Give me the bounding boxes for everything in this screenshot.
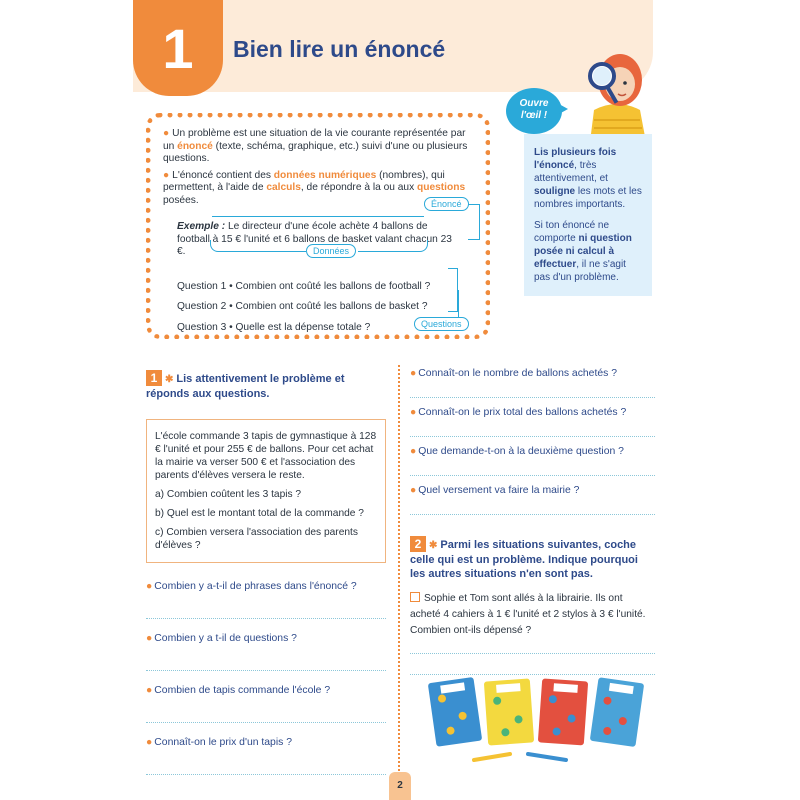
tip-bold-3: ni question posée ni calcul à effectuer	[534, 233, 632, 270]
def-text: posées.	[163, 194, 199, 206]
lesson-number: 1	[133, 0, 223, 96]
bubble-line2: l'œil !	[520, 110, 548, 121]
def-text: L'énoncé contient des	[172, 169, 274, 181]
answer-line[interactable]	[146, 670, 386, 671]
donnees-connector-left	[210, 240, 306, 252]
example-label: Exemple :	[177, 221, 226, 232]
bubble-line1: Ouvre	[519, 98, 549, 109]
def-keyword-enonce: énoncé	[177, 140, 213, 152]
enonce-connector	[212, 216, 424, 217]
subquestion-b: b) Quel est le montant total de la commande ?	[155, 508, 364, 519]
checkbox[interactable]	[410, 592, 420, 602]
tag-questions: Questions	[414, 317, 469, 331]
question-text: Connaît-on le prix d'un tapis ?	[154, 737, 293, 748]
example-question-2: Question 2 • Combien ont coûté les ballons de basket ?	[177, 301, 428, 312]
tip-text-1: , très attentivement,	[534, 160, 597, 184]
tip-paragraph-1	[534, 146, 642, 211]
tip-bold-1: Lis plusieurs fois l'énoncé	[534, 147, 617, 171]
tag-enonce: Énoncé	[424, 197, 469, 211]
question-text: Connaît-on le nombre de ballons achetés ?	[418, 368, 617, 379]
exercise-1-heading-text: Lis attentivement le problème et réponds aux questions.	[146, 373, 345, 400]
question-text: Combien de tapis commande l'école ?	[154, 685, 331, 696]
exercise-2-number: 2	[410, 536, 426, 552]
def-text: (texte, schéma, graphique, etc.) suivi d'une ou plusieurs questions.	[163, 140, 468, 164]
tip-text-3: les mots et les nombres importants.	[534, 186, 642, 210]
def-text: , de répondre à la ou aux	[300, 182, 417, 193]
def-keyword-questions: questions	[417, 182, 466, 193]
tip-text-2: et	[599, 173, 608, 184]
tip-bold-2: souligne	[534, 186, 576, 197]
right-question-4: ● Quel versement va faire la mairie ?	[410, 485, 580, 496]
tip-text-5: , il ne s'agit pas d'un problème.	[534, 259, 626, 283]
definition-box	[146, 113, 490, 339]
speech-bubble	[506, 88, 562, 134]
problem-text: L'école commande 3 tapis de gymnastique à 128 € l'unité et pour 255 € de ballons. Pour cet achat la mairie va verser 500 € et l'association des parents d'élèves versera le reste.	[155, 431, 377, 481]
exercise-1-number: 1	[146, 370, 162, 386]
tip-text-4: Si ton énoncé ne comporte	[534, 220, 610, 244]
star-icon: ✱	[429, 540, 438, 551]
donnees-connector-right	[358, 240, 428, 252]
tag-donnees: Données	[306, 244, 356, 258]
right-question-2: ● Connaît-on le prix total des ballons achetés ?	[410, 407, 627, 418]
answer-line[interactable]	[410, 397, 655, 398]
example-question-1: Question 1 • Combien ont coûté les ballons de football ?	[177, 280, 431, 292]
exercise-1-heading	[146, 370, 386, 401]
tip-paragraph-2	[534, 219, 642, 284]
left-question-4: ● Connaît-on le prix d'un tapis ?	[146, 737, 293, 748]
notebooks-illustration	[424, 672, 644, 772]
subquestion-a: a) Combien coûtent les 3 tapis ?	[155, 489, 302, 500]
enonce-bracket	[468, 204, 480, 240]
question-text: Combien y a-t-il de phrases dans l'énoncé ?	[154, 581, 357, 592]
def-keyword-donnees: données numériques	[273, 169, 377, 181]
lesson-title: Bien lire un énoncé	[233, 36, 446, 62]
column-divider	[398, 365, 400, 795]
right-column	[410, 368, 655, 675]
answer-line[interactable]	[410, 436, 655, 437]
situation-1	[410, 591, 655, 639]
left-question-1: ● Combien y a-t-il de phrases dans l'énoncé ?	[146, 581, 357, 592]
questions-bracket	[448, 268, 458, 312]
exercise-2-heading-text: Parmi les situations suivantes, coche celle qui est un problème. Indique pourquoi les autres situations n'en sont pas.	[410, 539, 638, 580]
def-text: Un problème est une situation de la vie courante représentée par un	[163, 128, 466, 152]
definition-para-1	[163, 128, 473, 166]
exercise-2-heading	[410, 536, 655, 581]
star-icon: ✱	[165, 374, 174, 385]
page-number: 2	[389, 772, 411, 800]
example-question-3: Question 3 • Quelle est la dépense totale ?	[177, 321, 371, 333]
answer-line[interactable]	[410, 653, 655, 654]
left-question-2: ● Combien y a t-il de questions ?	[146, 633, 297, 644]
problem-box	[146, 419, 386, 563]
girl-magnifier-illustration	[580, 50, 654, 142]
answer-line[interactable]	[146, 618, 386, 619]
right-question-3: ● Que demande-t-on à la deuxième question ?	[410, 446, 624, 457]
left-question-3: ● Combien de tapis commande l'école ?	[146, 685, 331, 696]
situation-text: Sophie et Tom sont allés à la librairie. Ils ont acheté 4 cahiers à 1 € l'unité et 2 stylos à 3 € l'unité. Combien ont-ils dépensé ?	[410, 593, 646, 636]
example-text: Le directeur d'une école achète 4 ballons de football à 15 € l'unité et 6 ballons de basket valant chacun 23 €.	[177, 221, 452, 257]
answer-line[interactable]	[146, 774, 386, 775]
right-question-1: ● Connaît-on le nombre de ballons achetés ?	[410, 368, 617, 379]
answer-line[interactable]	[410, 475, 655, 476]
question-text: Que demande-t-on à la deuxième question ?	[418, 446, 624, 457]
question-text: Connaît-on le prix total des ballons achetés ?	[418, 407, 627, 418]
answer-line[interactable]	[410, 514, 655, 515]
exercise-1	[146, 370, 386, 775]
question-text: Combien y a t-il de questions ?	[154, 633, 297, 644]
answer-line[interactable]	[146, 722, 386, 723]
question-text: Quel versement va faire la mairie ?	[418, 485, 580, 496]
subquestion-c: c) Combien versera l'association des parents d'élèves ?	[155, 527, 358, 551]
bullet-icon: ●	[163, 128, 170, 139]
def-text: (nombres), qui permettent, à l'aide de	[163, 169, 445, 193]
tip-box	[524, 134, 652, 296]
bullet-icon: ●	[163, 169, 170, 181]
def-keyword-calculs: calculs	[266, 182, 301, 193]
